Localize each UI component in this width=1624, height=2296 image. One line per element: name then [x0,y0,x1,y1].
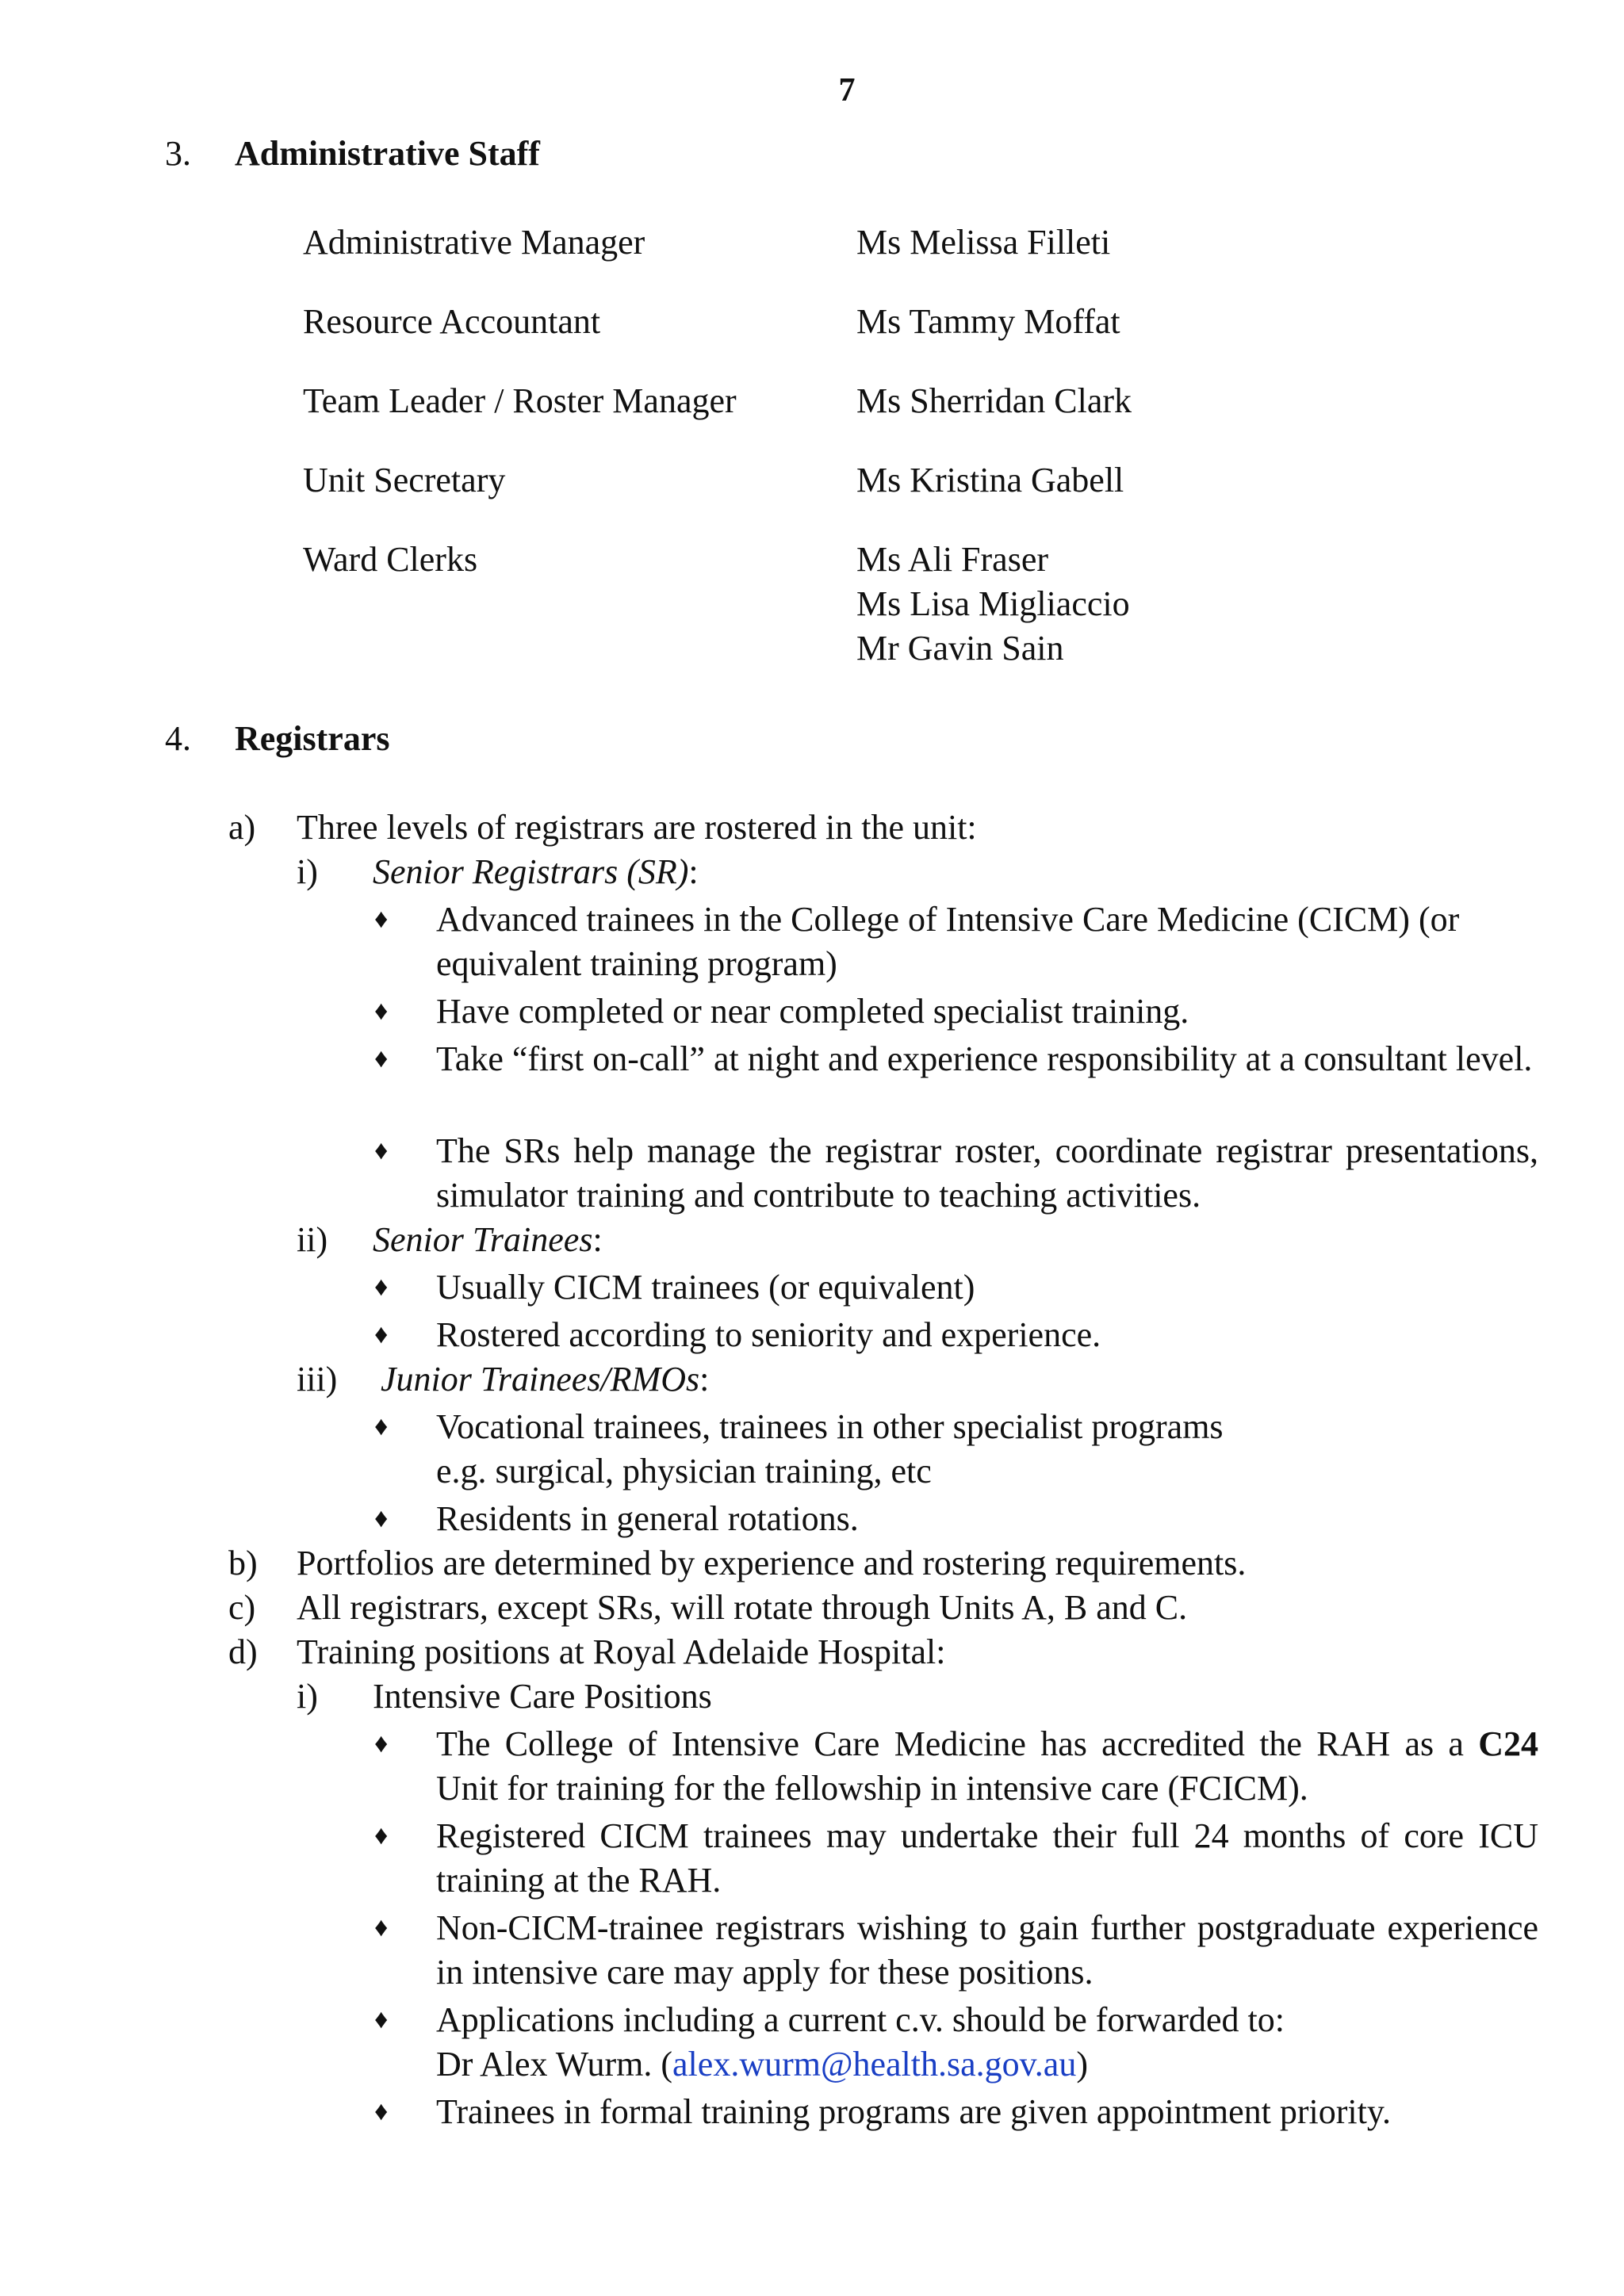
sublist-label: i) [297,1677,318,1716]
bullet-text: Have completed or near completed specialist training. [436,992,1189,1031]
list-item-text: Training positions at Royal Adelaide Hospital: [297,1632,946,1671]
staff-name: Mr Gavin Sain [856,629,1064,668]
diamond-bullet-icon: ♦ [374,2005,389,2034]
diamond-bullet-icon: ♦ [374,1821,389,1850]
staff-name: Ms Ali Fraser [856,540,1048,579]
bullet-text: Residents in general rotations. [436,1499,859,1538]
diamond-bullet-icon: ♦ [374,1272,389,1302]
section-4-heading [165,717,390,761]
staff-name: Ms Melissa Filleti [856,223,1111,262]
diamond-bullet-icon: ♦ [374,1412,389,1441]
diamond-bullet-icon: ♦ [374,905,389,934]
staff-role: Team Leader / Roster Manager [303,381,737,420]
staff-role: Resource Accountant [303,302,601,341]
staff-name: Ms Sherridan Clark [856,381,1132,420]
diamond-bullet-icon: ♦ [374,1504,389,1533]
section-title: Administrative Staff [235,134,540,173]
bullet-text-continuation: Dr Alex Wurm. (alex.wurm@health.sa.gov.au) [436,2045,1088,2084]
diamond-bullet-icon: ♦ [374,2097,389,2126]
bullet-text: The SRs help manage the registrar roster, coordinate registrar presentations, simulator training and contribute to teaching activities. [436,1131,1538,1215]
list-label: a) [228,808,256,847]
section-number: 3. [165,134,191,173]
sublist-title: Senior Registrars (SR): [373,852,699,891]
diamond-bullet-icon: ♦ [374,1044,389,1073]
staff-role: Administrative Manager [303,223,645,262]
list-item-text: Portfolios are determined by experience and rostering requirements. [297,1544,1247,1582]
sublist-title: Intensive Care Positions [373,1677,712,1716]
email-link[interactable]: alex.wurm@health.sa.gov.au [672,2045,1077,2084]
staff-name: Ms Lisa Migliaccio [856,584,1130,623]
page-number: 7 [838,72,856,109]
staff-role: Unit Secretary [303,461,506,499]
diamond-bullet-icon: ♦ [374,1729,389,1758]
bullet-text: Take “first on-call” at night and experience responsibility at a consultant level. [436,1039,1533,1078]
bullet-text: Usually CICM trainees (or equivalent) [436,1268,975,1307]
bullet-text: Rostered according to seniority and experience. [436,1315,1101,1354]
diamond-bullet-icon: ♦ [374,1913,389,1942]
bullet-text: Vocational trainees, trainees in other specialist programs [436,1407,1224,1446]
list-label: b) [228,1544,258,1582]
staff-role: Ward Clerks [303,540,478,579]
staff-name: Ms Kristina Gabell [856,461,1124,499]
diamond-bullet-icon: ♦ [374,1136,389,1165]
bullet-text: Registered CICM trainees may undertake their full 24 months of core ICU training at the RAH. [436,1816,1538,1900]
sublist-title: Junior Trainees/RMOs: [381,1360,710,1399]
bullet-text: Non-CICM-trainee registrars wishing to gain further postgraduate experience in intensive care may apply for these positions. [436,1908,1538,1992]
list-item-text: All registrars, except SRs, will rotate through Units A, B and C. [297,1588,1188,1627]
sublist-label: ii) [297,1220,328,1259]
bullet-text: Applications including a current c.v. should be forwarded to: [436,2000,1285,2039]
section-title: Registrars [235,719,390,758]
bullet-text-continuation: e.g. surgical, physician training, etc [436,1452,932,1490]
diamond-bullet-icon: ♦ [374,997,389,1026]
sublist-title: Senior Trainees: [373,1220,603,1259]
list-label: c) [228,1588,256,1627]
section-3-heading [165,132,540,176]
sublist-label: i) [297,852,318,891]
list-item-text: Three levels of registrars are rostered in the unit: [297,808,977,847]
diamond-bullet-icon: ♦ [374,1320,389,1349]
bullet-text: The College of Intensive Care Medicine has accredited the RAH as a C24 Unit for training for the fellowship in intensive care (FCICM). [436,1724,1538,1808]
list-label: d) [228,1632,258,1671]
sublist-label: iii) [297,1360,338,1399]
section-number: 4. [165,719,191,758]
staff-name: Ms Tammy Moffat [856,302,1120,341]
bullet-text: Trainees in formal training programs are given appointment priority. [436,2092,1392,2131]
bullet-text: Advanced trainees in the College of Intensive Care Medicine (CICM) (or equivalent training program) [436,900,1460,983]
